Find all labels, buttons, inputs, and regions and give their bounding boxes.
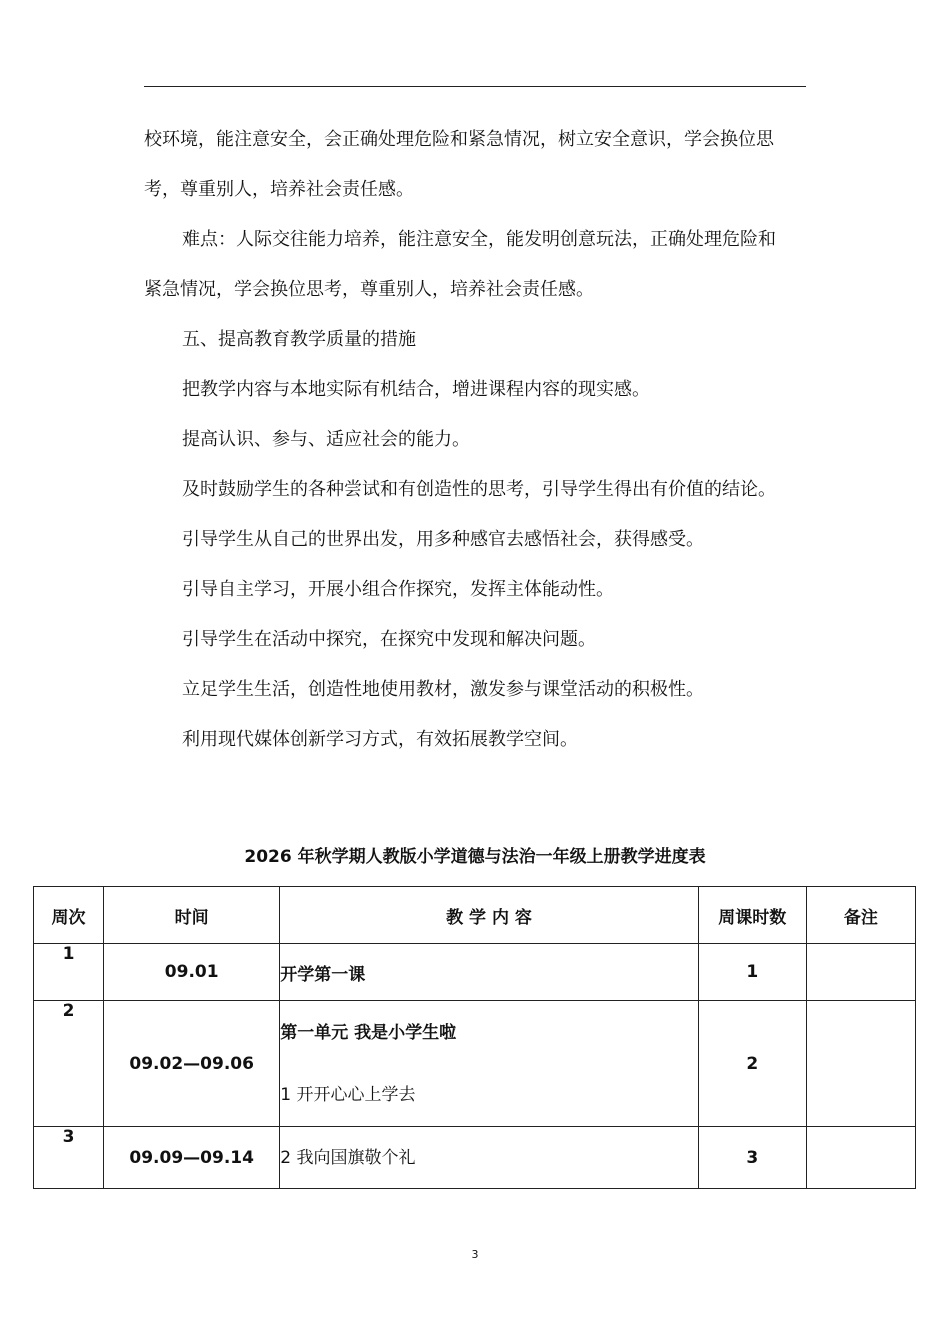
header-hours: 周课时数 [698,887,806,944]
difficulty-paragraph: 难点：人际交往能力培养，能注意安全，能发明创意玩法，正确处理危险和 [182,229,776,250]
table-row [34,944,916,1001]
lesson-title: 1 开开心心上学去 [280,1084,416,1105]
hours-cell: 1 [698,944,806,1001]
measure-item-4: 引导学生从自己的世界出发，用多种感官去感悟社会，获得感受。 [182,529,704,550]
note-cell [806,1127,915,1189]
paragraph-line-1: 校环境，能注意安全，会正确处理危险和紧急情况，树立安全意识，学会换位思 [144,129,774,150]
measure-item-7: 立足学生生活，创造性地使用教材，激发参与课堂活动的积极性。 [182,679,704,700]
measure-item-2: 提高认识、参与、适应社会的能力。 [182,429,470,450]
hours-cell: 3 [698,1127,806,1189]
page-number: 3 [471,1248,479,1261]
section-heading: 五、提高教育教学质量的措施 [182,329,416,350]
measure-item-5: 引导自主学习，开展小组合作探究，发挥主体能动性。 [182,579,614,600]
header-time: 时间 [104,887,280,944]
header-week: 周次 [34,887,104,944]
measure-item-3: 及时鼓励学生的各种尝试和有创造性的思考，引导学生得出有价值的结论。 [182,479,776,500]
time-cell: 09.09—09.14 [104,1127,280,1189]
measure-item-1: 把教学内容与本地实际有机结合，增进课程内容的现实感。 [182,379,650,400]
lesson-title: 2 我向国旗敬个礼 [280,1147,416,1168]
content-cell [280,944,698,1001]
note-cell [806,1001,915,1127]
unit-title: 第一单元 我是小学生啦 [280,1022,457,1043]
difficulty-paragraph-cont: 紧急情况，学会换位思考，尊重别人，培养社会责任感。 [144,279,594,300]
note-cell [806,944,915,1001]
content-cell [280,1001,698,1127]
hours-cell: 2 [698,1001,806,1127]
time-cell: 09.02—09.06 [104,1001,280,1127]
header-rule [144,86,806,87]
measure-item-6: 引导学生在活动中探究，在探究中发现和解决问题。 [182,629,596,650]
time-cell: 09.01 [104,944,280,1001]
week-cell: 1 [34,944,104,1001]
header-content: 教 学 内 容 [280,887,698,944]
table-header-row [34,887,916,944]
paragraph-line-2: 考，尊重别人，培养社会责任感。 [144,179,414,200]
week-cell: 3 [34,1127,104,1189]
unit-title: 开学第一课 [280,964,366,985]
week-cell: 2 [34,1001,104,1127]
schedule-table [33,886,916,1189]
schedule-title: 2026 年秋学期人教版小学道德与法治一年级上册教学进度表 [244,847,706,867]
table-row [34,1001,916,1127]
table-row [34,1127,916,1189]
header-note: 备注 [806,887,915,944]
content-cell [280,1127,698,1189]
measure-item-8: 利用现代媒体创新学习方式，有效拓展教学空间。 [182,729,578,750]
